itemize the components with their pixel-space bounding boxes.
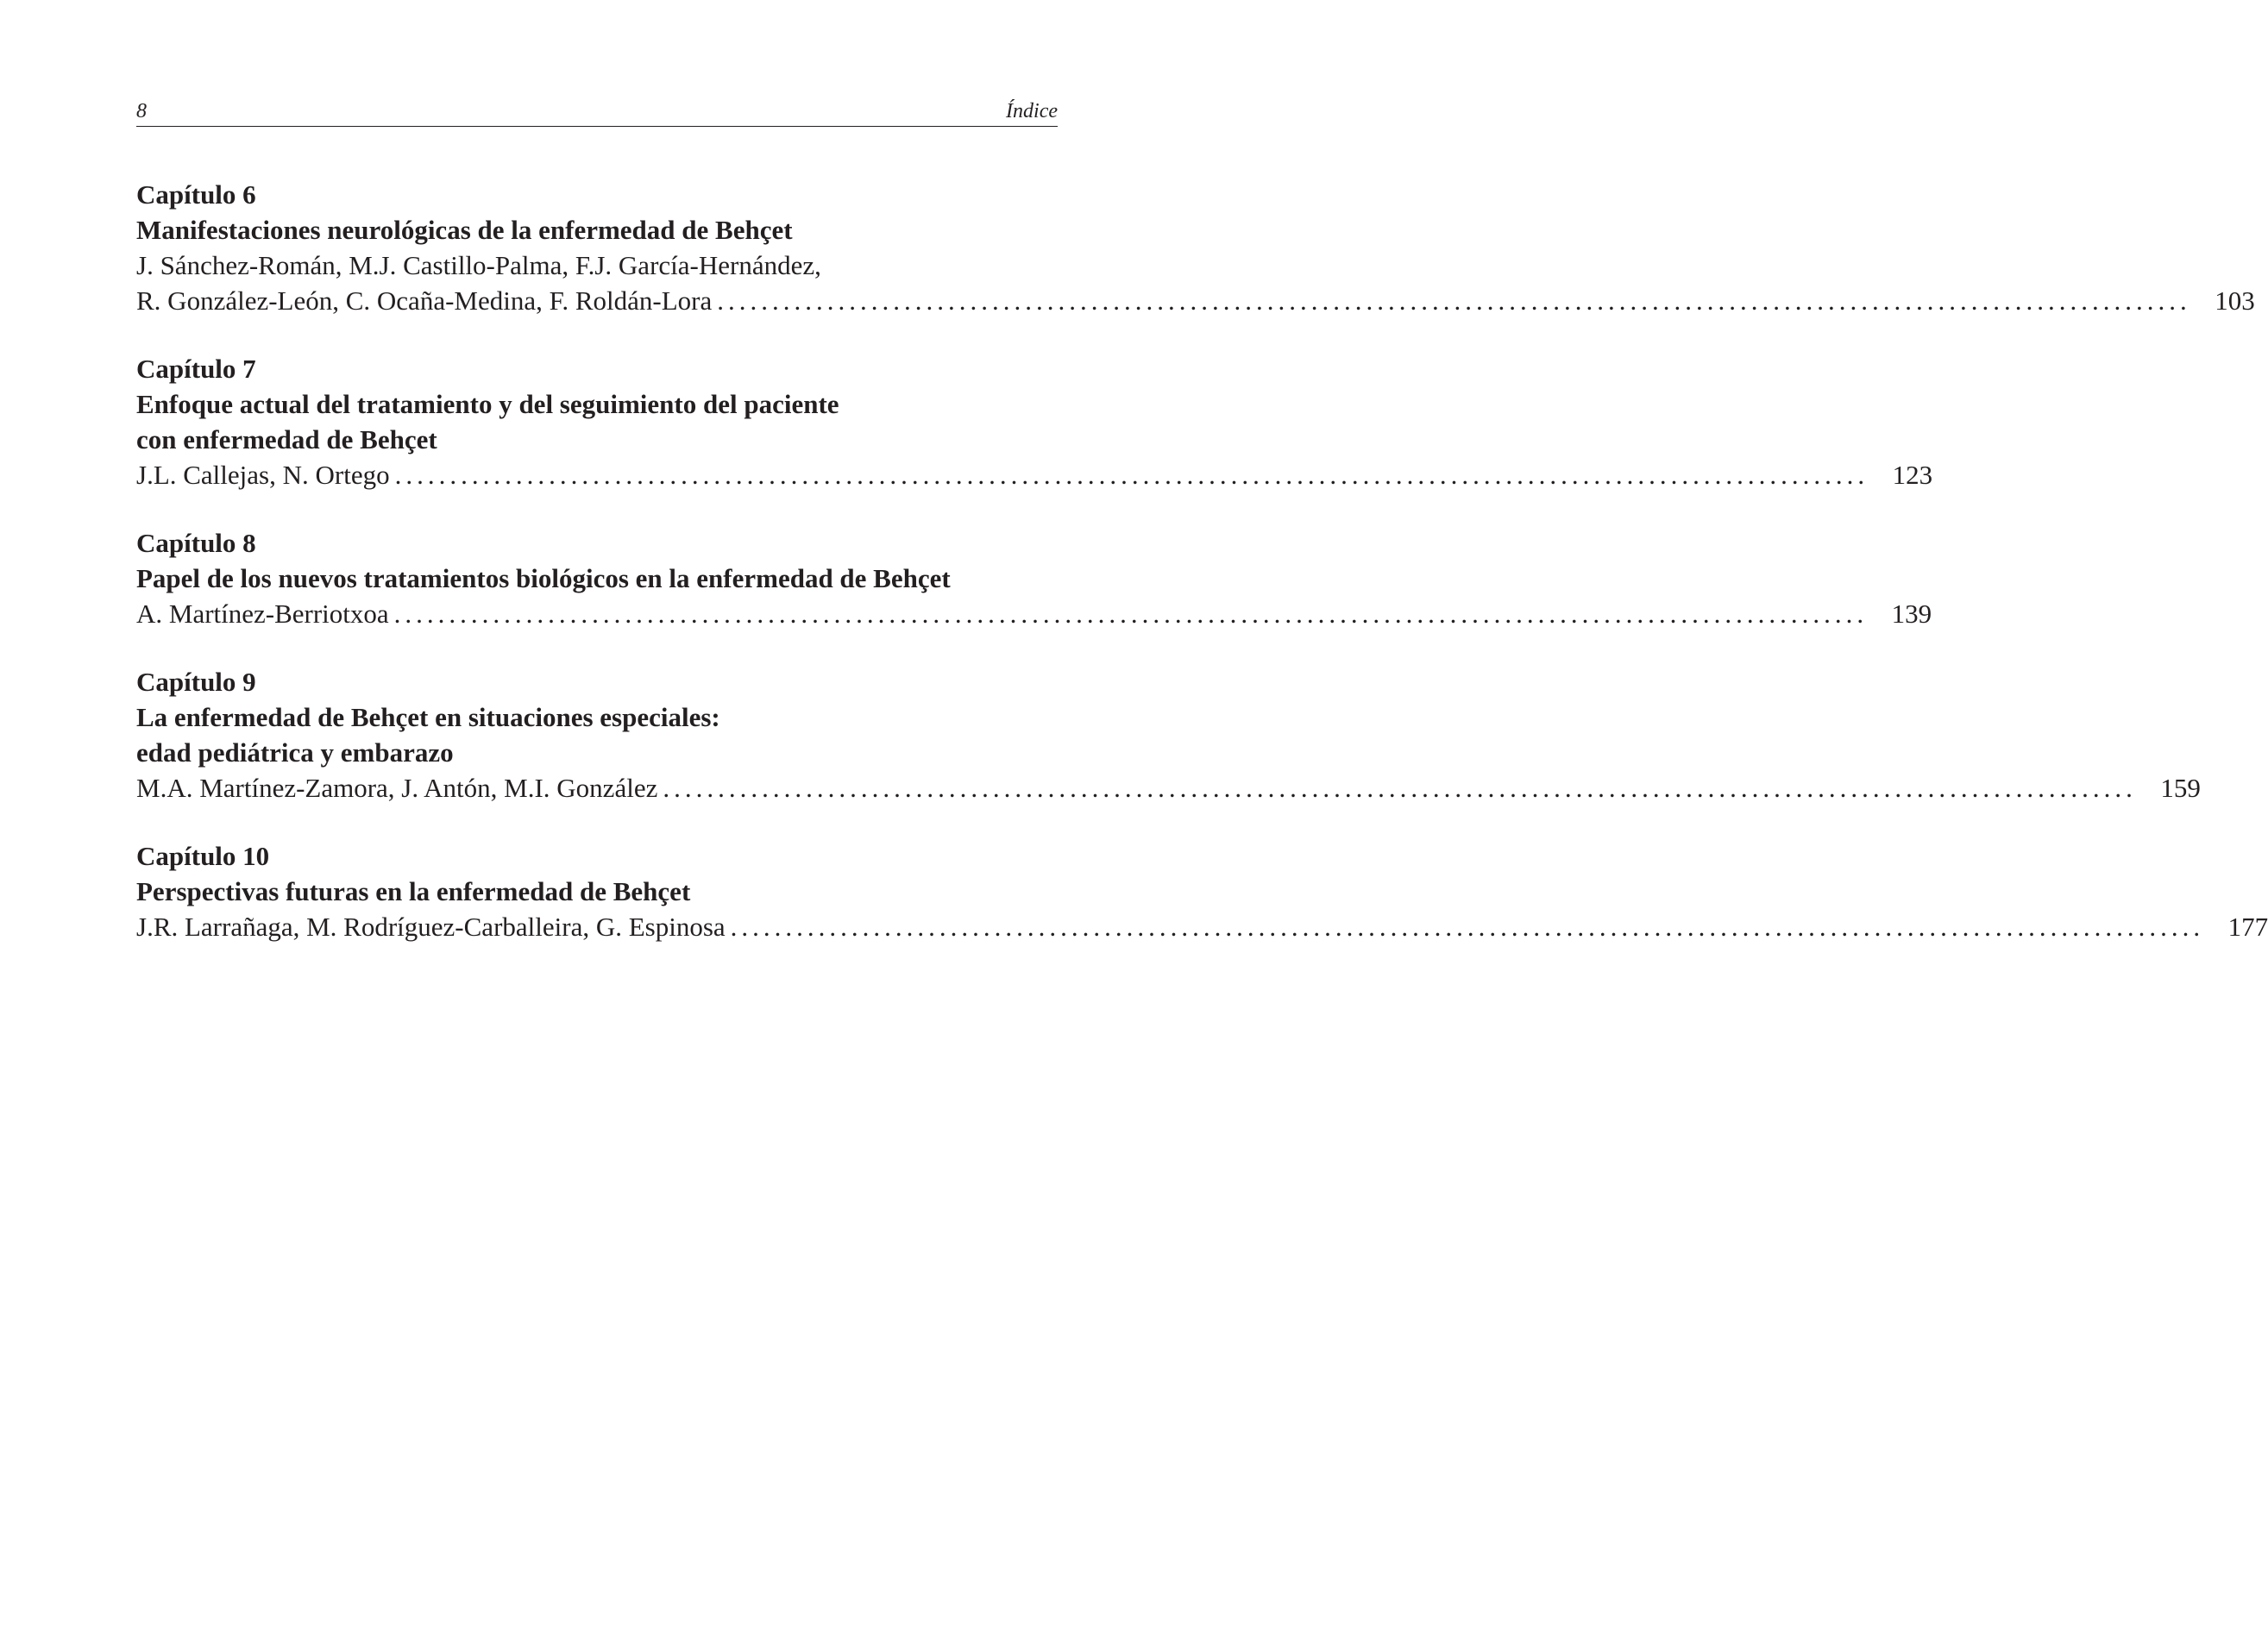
toc-entry-chapter-10[interactable]: [136, 838, 2268, 944]
chapter-title: [136, 874, 1058, 909]
author-line: M.A. Martínez-Zamora, J. Antón, M.I. González: [136, 773, 658, 803]
chapter-title: [136, 386, 1058, 457]
section-title: Índice: [1006, 100, 1058, 122]
page-reference[interactable]: 123: [1892, 460, 1933, 490]
chapter-label: Capítulo 10: [136, 841, 270, 871]
toc-entry-chapter-7[interactable]: [136, 351, 1933, 492]
chapter-label: Capítulo 9: [136, 667, 256, 697]
page-reference[interactable]: 177: [2227, 912, 2268, 942]
chapter-authors: [136, 909, 2268, 944]
chapter-authors: [136, 248, 2255, 318]
author-line: J. Sánchez-Román, M.J. Castillo-Palma, F.J. García-Hernández,: [136, 250, 821, 280]
author-line: R. González-León, C. Ocaña-Medina, F. Roldán-Lora: [136, 285, 713, 316]
page-number: 8: [136, 100, 147, 122]
chapter-label: Capítulo 6: [136, 179, 256, 210]
entry-line: [136, 596, 1932, 631]
chapter-label: Capítulo 8: [136, 528, 256, 558]
chapter-title: [136, 561, 1058, 596]
dot-leader: ......................................................................................................................................: [663, 773, 2137, 803]
chapter-title: [136, 699, 1058, 770]
entry-line: [136, 770, 2201, 806]
chapter-authors: [136, 457, 1933, 492]
running-header: [136, 97, 1058, 127]
dot-leader: ......................................................................................................................................: [730, 912, 2205, 942]
chapter-title-line: Manifestaciones neurológicas de la enfermedad de Behçet: [136, 215, 793, 245]
entry-line: [136, 283, 2255, 318]
chapter-title-line: Enfoque actual del tratamiento y del seguimiento del paciente: [136, 389, 839, 419]
chapter-label: Capítulo 7: [136, 354, 256, 384]
page-reference[interactable]: 159: [2160, 773, 2201, 803]
author-line: A. Martínez-Berriotxoa: [136, 599, 389, 629]
table-of-contents: [136, 177, 2268, 977]
dot-leader: ......................................................................................................................................: [717, 285, 2191, 316]
chapter-title: [136, 212, 1058, 248]
chapter-title-line: La enfermedad de Behçet en situaciones especiales:: [136, 702, 720, 732]
chapter-title-line: Papel de los nuevos tratamientos biológicos en la enfermedad de Behçet: [136, 563, 951, 593]
chapter-title-line: edad pediátrica y embarazo: [136, 737, 454, 768]
author-line: J.R. Larrañaga, M. Rodríguez-Carballeira, G. Espinosa: [136, 912, 726, 942]
toc-entry-chapter-9[interactable]: [136, 664, 2201, 806]
dot-leader: ......................................................................................................................................: [394, 460, 1869, 490]
toc-entry-chapter-8[interactable]: [136, 525, 1932, 631]
chapter-title-line: con enfermedad de Behçet: [136, 424, 437, 455]
chapter-authors: [136, 596, 1932, 631]
dot-leader: ......................................................................................................................................: [393, 599, 1869, 629]
entry-line: [136, 909, 2268, 944]
entry-line: [136, 457, 1933, 492]
page-reference[interactable]: 103: [2215, 285, 2255, 316]
chapter-title-line: Perspectivas futuras en la enfermedad de Behçet: [136, 876, 691, 906]
toc-entry-chapter-6[interactable]: [136, 177, 2255, 318]
page-reference[interactable]: 139: [1891, 599, 1932, 629]
chapter-authors: [136, 770, 2201, 806]
author-line: J.L. Callejas, N. Ortego: [136, 460, 390, 490]
